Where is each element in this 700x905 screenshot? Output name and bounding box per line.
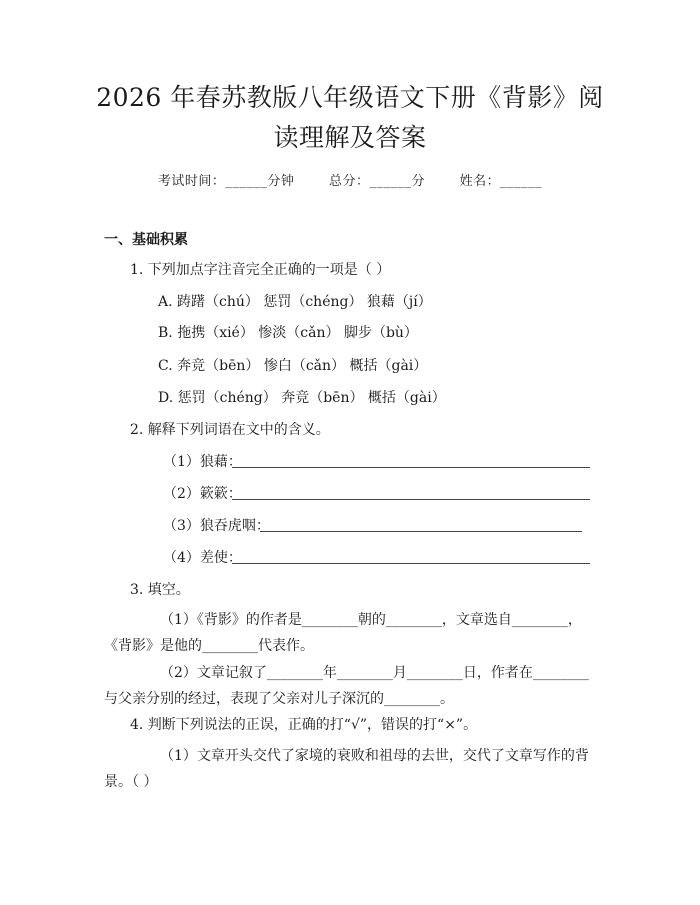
question-4-stem: 4. 判断下列说法的正误，正确的打“√”，错误的打“×”。: [130, 717, 478, 733]
answer-line-2[interactable]: [232, 499, 590, 500]
question-2-item-3: （3）狼吞虎咽：: [163, 518, 270, 534]
question-4-paragraph-1: （1）文章开头交代了家境的衰败和祖母的去世，交代了文章写作的背景。（ ）: [104, 748, 589, 790]
question-1-option-b: B. 拖携（xié） 惨淡（cǎn） 脚步（bù）: [158, 325, 418, 341]
answer-line-3[interactable]: [260, 531, 582, 532]
exam-meta: [0, 170, 700, 189]
answer-line-1[interactable]: [232, 467, 590, 468]
question-3-paragraph-1: （1）《背影》的作者是________朝的________，文章选自________，《背影》是他的________代表作。: [104, 612, 582, 654]
question-1-option-c: C. 奔竞（bēn） 惨白（cǎn） 概括（gài）: [158, 358, 428, 374]
question-3-stem: 3. 填空。: [130, 582, 190, 598]
question-2-item-2: （2）簌簌：: [163, 486, 242, 502]
question-2-item-4: （4）差使：: [163, 550, 242, 566]
question-1-option-d: D. 惩罚（chéng） 奔竞（bēn） 概括（gài）: [158, 390, 446, 406]
section-heading: 一、基础积累: [104, 232, 188, 248]
question-2-stem: 2. 解释下列词语在文中的含义。: [130, 422, 330, 438]
page-title: [90, 78, 610, 158]
exam-time: 考试时间：______分钟: [157, 174, 295, 189]
question-1-stem: 1. 下列加点字注音完全正确的一项是（ ）: [130, 262, 391, 278]
question-3-paragraph-2: （2）文章记叙了________年________月________日，作者在________与父亲分别的经过，表现了父亲对儿子深沉的________。: [104, 665, 589, 707]
student-name: 姓名：______: [459, 174, 543, 189]
exam-score: 总分：______分: [328, 174, 425, 189]
title-line-2: 读理解及答案: [273, 123, 427, 152]
title-line-1: 2026 年春苏教版八年级语文下册《背影》阅: [96, 83, 604, 112]
answer-line-4[interactable]: [232, 563, 590, 564]
question-1-option-a: A. 踌躇（chú） 惩罚（chéng） 狼藉（jí）: [158, 294, 432, 310]
question-2-item-1: （1）狼藉：: [163, 454, 242, 470]
